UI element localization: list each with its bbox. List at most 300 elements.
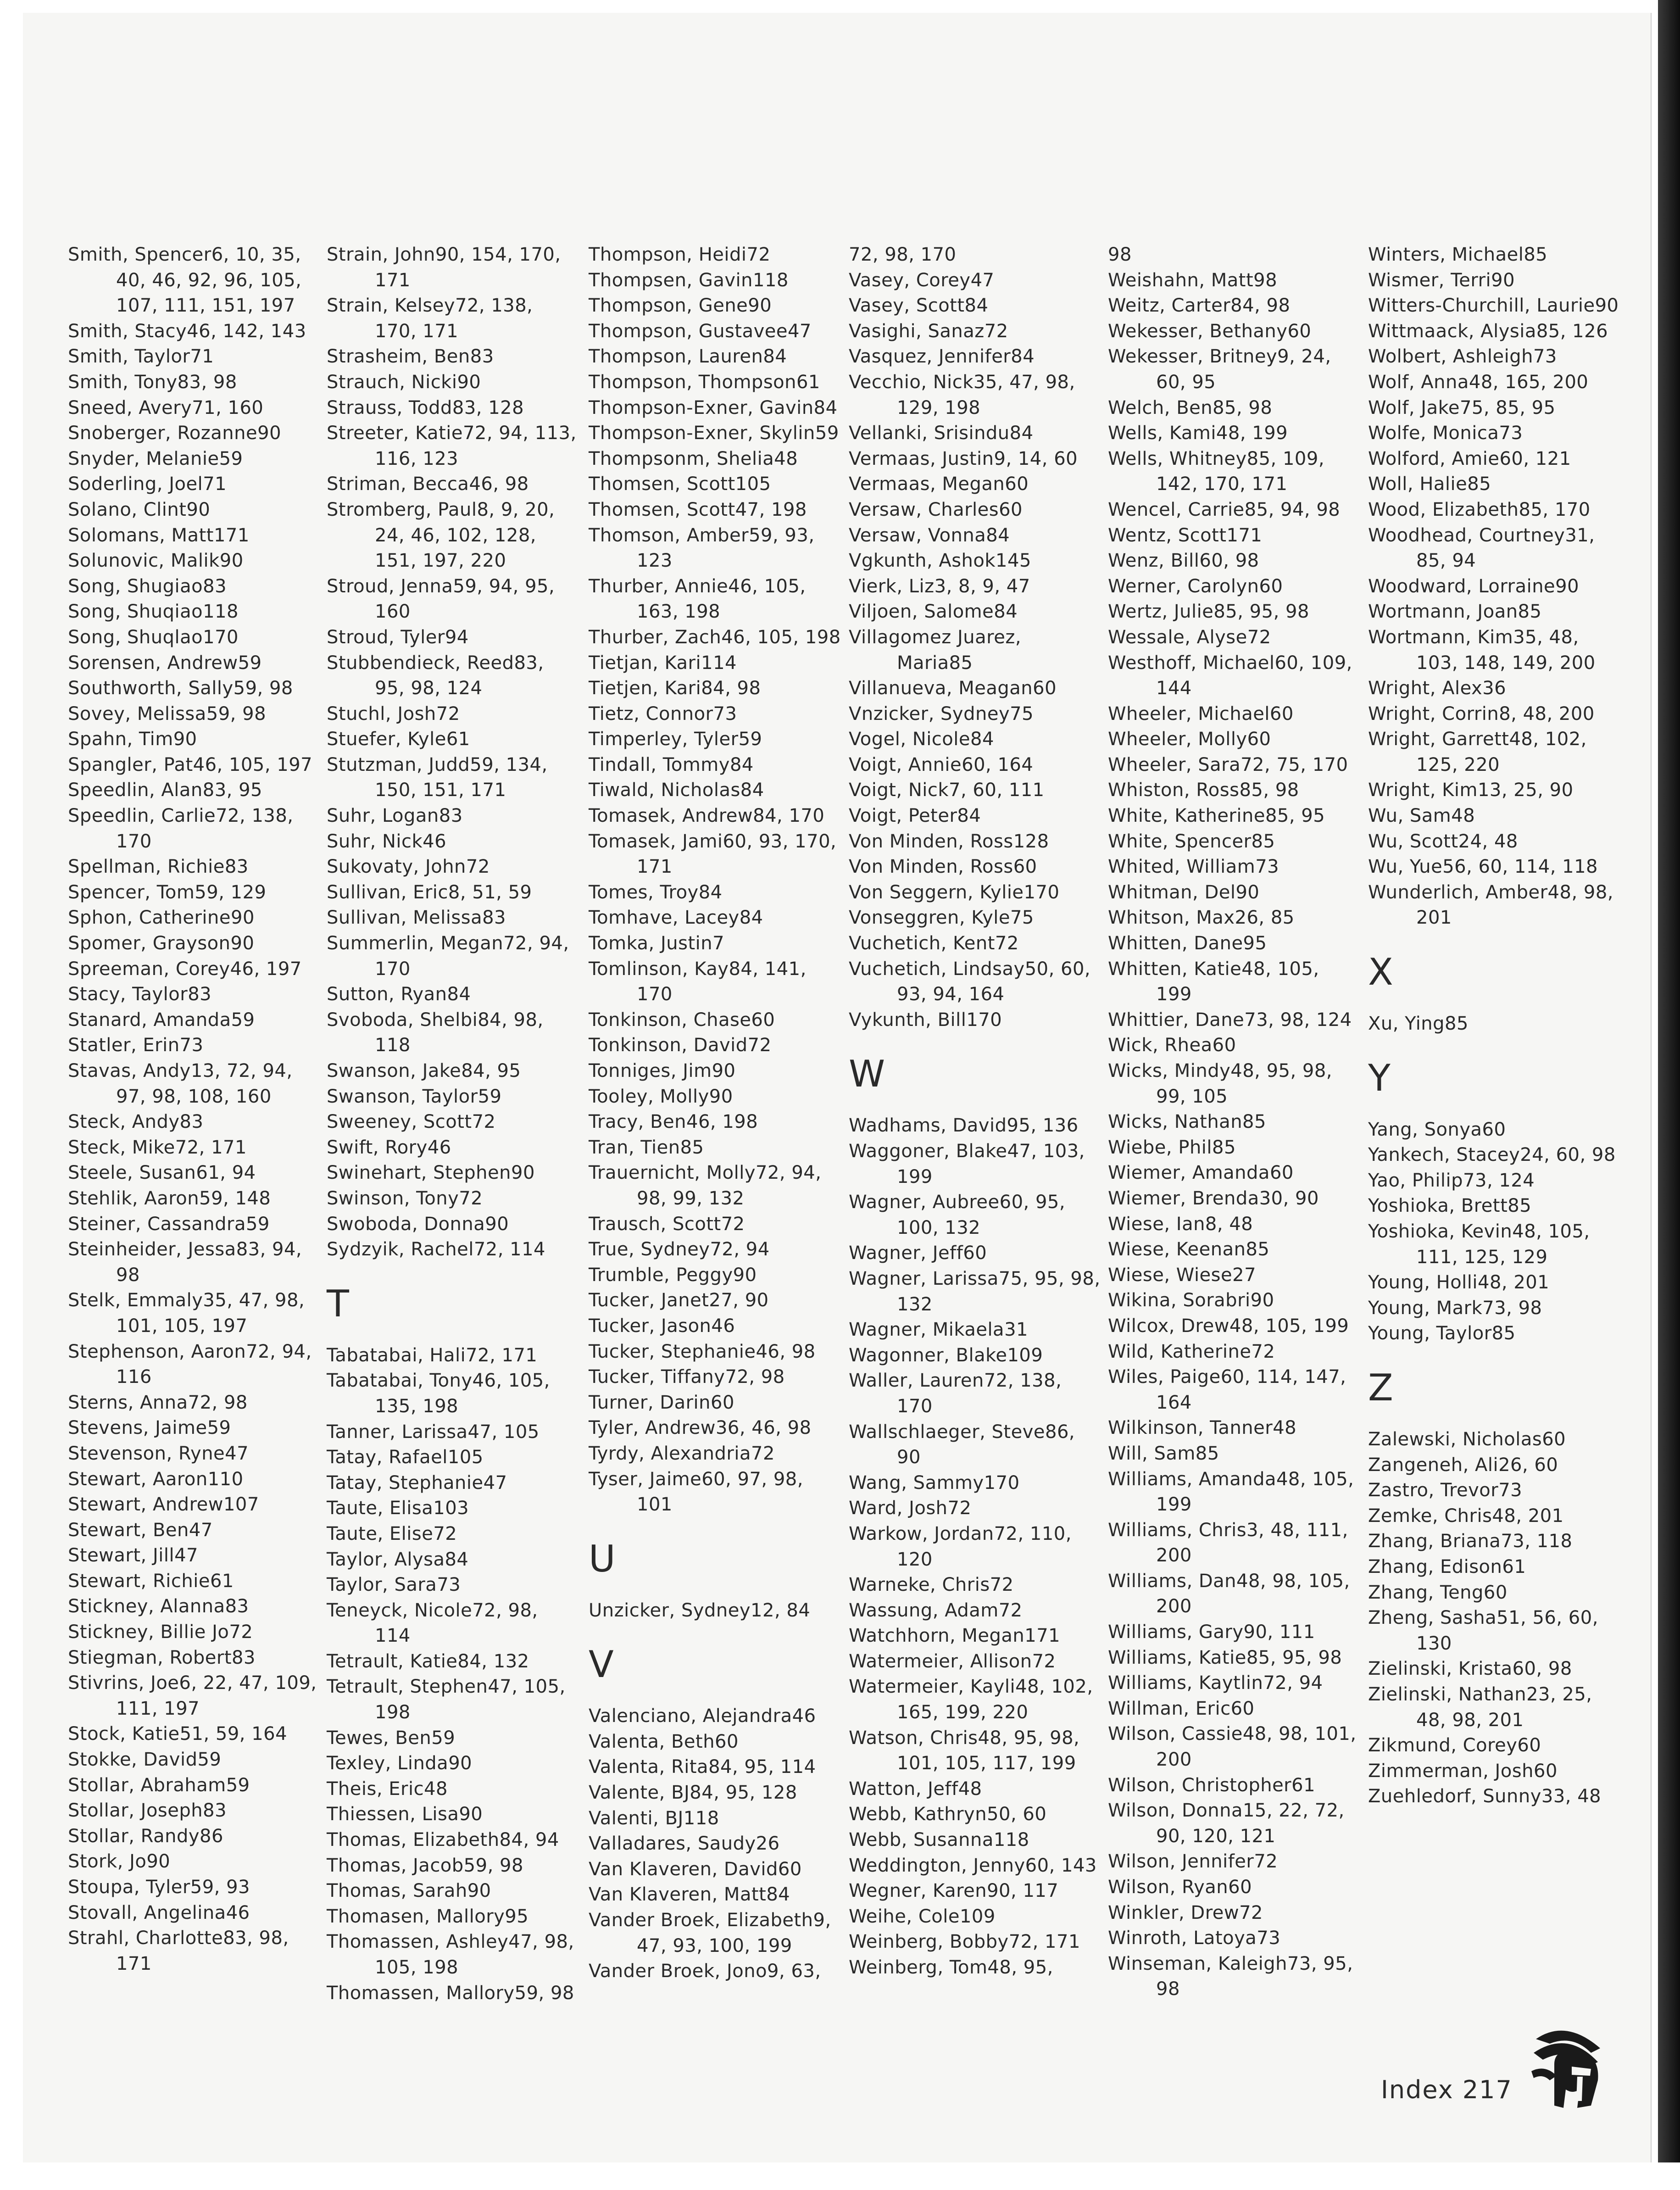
index-entry: Versaw, Vonna84	[849, 524, 1010, 546]
index-entry: Steck, Mike72, 171	[68, 1137, 247, 1158]
index-entry: Summerlin, Megan72, 94, 170	[327, 933, 569, 980]
index-entry: Zuehledorf, Sunny33, 48	[1368, 1786, 1602, 1807]
index-entry: Wikina, Sorabri90	[1108, 1290, 1274, 1311]
index-entry: Williams, Chris3, 48, 111, 200	[1108, 1519, 1348, 1566]
index-entry: Werner, Carolyn60	[1108, 575, 1283, 597]
index-entry: Westhoff, Michael60, 109, 144	[1108, 652, 1352, 699]
index-entry: Thompson, Gustavee47	[589, 320, 812, 342]
index-entry: Tomasek, Jami60, 93, 170, 171	[589, 830, 837, 878]
index-entry: Statler, Erin73	[68, 1035, 204, 1056]
index-page	[23, 13, 1652, 2169]
index-entry: Snyder, Melanie59	[68, 448, 243, 469]
index-entry: Vander Broek, Jono9, 63,	[589, 1961, 821, 1982]
index-entry: Wiemer, Amanda60	[1108, 1162, 1294, 1184]
index-entry: Weitz, Carter84, 98	[1108, 295, 1291, 317]
index-entry: Thompson, Gene90	[589, 295, 772, 317]
index-entry: Voigt, Peter84	[849, 805, 981, 827]
index-entry: Spreeman, Corey46, 197	[68, 958, 302, 980]
index-entry: Wells, Whitney85, 109, 142, 170, 171	[1108, 448, 1325, 495]
entry-list	[1368, 1011, 1620, 1037]
index-entry: True, Sydney72, 94	[589, 1239, 770, 1260]
index-entry: Sovey, Melissa59, 98	[68, 703, 267, 724]
index-entry: Zalewski, Nicholas60	[1368, 1428, 1566, 1450]
index-entry: Smith, Stacy46, 142, 143	[68, 320, 306, 342]
index-entry: Spencer, Tom59, 129	[68, 881, 267, 903]
index-entry: Wagner, Jeff60	[849, 1243, 987, 1264]
index-entry: Versaw, Charles60	[849, 499, 1023, 520]
entry-list	[327, 242, 579, 1263]
index-entry: Stuchl, Josh72	[327, 703, 460, 724]
index-entry: Wu, Scott24, 48	[1368, 830, 1518, 852]
index-entry: Stollar, Randy86	[68, 1825, 223, 1847]
index-entry: Vuchetich, Lindsay50, 60, 93, 94, 164	[849, 958, 1091, 1005]
index-entry: Villanueva, Meagan60	[849, 678, 1057, 699]
index-entry: Stevenson, Ryne47	[68, 1443, 249, 1464]
index-entry: Stock, Katie51, 59, 164	[68, 1723, 288, 1745]
index-entry: Willman, Eric60	[1108, 1698, 1255, 1719]
index-entry: 98	[1108, 244, 1132, 265]
index-entry: Strain, Kelsey72, 138, 170, 171	[327, 295, 533, 342]
index-entry: Stollar, Abraham59	[68, 1774, 250, 1796]
index-entry: Timperley, Tyler59	[589, 729, 762, 750]
index-entry: Webb, Susanna118	[849, 1829, 1029, 1851]
index-entry: Stutzman, Judd59, 134, 150, 151, 171	[327, 754, 548, 801]
index-entry: Zheng, Sasha51, 56, 60, 130	[1368, 1607, 1598, 1654]
index-entry: Strahl, Charlotte83, 98, 171	[68, 1928, 289, 1974]
index-entry: Theis, Eric48	[327, 1778, 448, 1800]
index-entry: Wheeler, Molly60	[1108, 729, 1271, 750]
index-entry: Tucker, Stephanie46, 98	[589, 1341, 816, 1362]
index-entry: Stiegman, Robert83	[68, 1647, 256, 1668]
index-entry: Vellanki, Srisindu84	[849, 423, 1034, 444]
index-entry: Wick, Rhea60	[1108, 1035, 1236, 1056]
index-entry: Tran, Tien85	[589, 1137, 704, 1158]
index-entry: Swanson, Jake84, 95	[327, 1060, 521, 1081]
index-entry: Winseman, Kaleigh73, 95, 98	[1108, 1953, 1353, 2000]
index-entry: Stewart, Jill47	[68, 1545, 199, 1566]
index-entry: Texley, Linda90	[327, 1753, 473, 1774]
index-entry: Warkow, Jordan72, 110, 120	[849, 1523, 1072, 1570]
index-entry: Von Seggern, Kylie170	[849, 881, 1060, 903]
index-entry: Thiessen, Lisa90	[327, 1804, 483, 1825]
index-entry: Vogel, Nicole84	[849, 729, 994, 750]
index-entry: Wild, Katherine72	[1108, 1341, 1275, 1362]
index-entry: Song, Shuqiao118	[68, 601, 239, 623]
index-entry: Williams, Dan48, 98, 105, 200	[1108, 1570, 1350, 1617]
index-entry: Von Minden, Ross128	[849, 830, 1049, 852]
index-entry: Thompsen, Gavin118	[589, 269, 789, 291]
index-entry: Tewes, Ben59	[327, 1727, 456, 1749]
index-entry: Watson, Chris48, 95, 98, 101, 105, 117, 199	[849, 1727, 1080, 1774]
index-entry: Van Klaveren, David60	[589, 1858, 802, 1880]
index-entry: Swinson, Tony72	[327, 1187, 483, 1209]
section-letter-x: X	[1368, 951, 1393, 994]
index-entry: Wenz, Bill60, 98	[1108, 550, 1259, 572]
index-entry: Soderling, Joel71	[68, 474, 227, 495]
index-entry: Vierk, Liz3, 8, 9, 47	[849, 575, 1030, 597]
index-entry: Wu, Yue56, 60, 114, 118	[1368, 856, 1598, 878]
index-entry: Suhr, Logan83	[327, 805, 463, 827]
index-entry: Sphon, Catherine90	[68, 907, 255, 929]
index-entry: Wright, Garrett48, 102, 125, 220	[1368, 729, 1587, 775]
index-entry: Van Klaveren, Matt84	[589, 1884, 790, 1906]
index-entry: Tucker, Janet27, 90	[589, 1290, 769, 1311]
index-entry: Thomas, Jacob59, 98	[327, 1855, 523, 1876]
index-entry: Wang, Sammy170	[849, 1472, 1020, 1493]
index-entry: Weinberg, Bobby72, 171	[849, 1931, 1080, 1953]
index-entry: Yoshioka, Kevin48, 105, 111, 125, 129	[1368, 1221, 1590, 1268]
index-entry: Whited, William73	[1108, 856, 1279, 878]
index-entry: Tucker, Jason46	[589, 1315, 735, 1337]
index-entry: Williams, Amanda48, 105, 199	[1108, 1468, 1354, 1516]
index-entry: Woodhead, Courtney31, 85, 94	[1368, 524, 1595, 572]
index-entry: Wismer, Terri90	[1368, 269, 1515, 291]
index-entry: Striman, Becca46, 98	[327, 474, 529, 495]
index-entry: Thomasen, Mallory95	[327, 1906, 529, 1927]
index-entry: Tomlinson, Kay84, 141, 170	[589, 958, 807, 1005]
index-entry: Wheeler, Sara72, 75, 170	[1108, 754, 1348, 775]
entry-list	[1368, 242, 1620, 931]
index-entry: Zhang, Briana73, 118	[1368, 1531, 1573, 1552]
index-entry: Tooley, Molly90	[589, 1086, 733, 1107]
index-entry: Steiner, Cassandra59	[68, 1213, 270, 1235]
index-entry: Watermeier, Allison72	[849, 1650, 1056, 1672]
index-entry: Tietz, Connor73	[589, 703, 737, 724]
index-entry: Zhang, Edison61	[1368, 1556, 1526, 1577]
index-entry: Wekesser, Bethany60	[1108, 320, 1312, 342]
index-entry: Stickney, Alanna83	[68, 1596, 249, 1617]
index-entry: Waller, Lauren72, 138, 170	[849, 1370, 1062, 1417]
index-entry: Vasighi, Sanaz72	[849, 320, 1008, 342]
index-entry: Wright, Corrin8, 48, 200	[1368, 703, 1595, 724]
index-entry: Williams, Katie85, 95, 98	[1108, 1647, 1342, 1668]
index-entry: Tatay, Stephanie47	[327, 1472, 507, 1493]
index-entry: Vermaas, Megan60	[849, 474, 1029, 495]
index-entry: Wiese, Wiese27	[1108, 1264, 1257, 1286]
index-entry: Wiemer, Brenda30, 90	[1108, 1187, 1319, 1209]
book-spine-edge	[1658, 0, 1680, 2190]
index-entry: Voigt, Annie60, 164	[849, 754, 1034, 775]
index-entry: Strasheim, Ben83	[327, 346, 494, 368]
index-entry: Tracy, Ben46, 198	[589, 1111, 758, 1133]
index-entry: Stelk, Emmaly35, 47, 98, 101, 105, 197	[68, 1290, 305, 1337]
index-entry: Wiebe, Phil85	[1108, 1137, 1236, 1158]
index-entry: Wells, Kami48, 199	[1108, 423, 1288, 444]
index-entry: Wheeler, Michael60	[1108, 703, 1294, 724]
index-entry: Tomes, Troy84	[589, 881, 723, 903]
index-entry: Steck, Andy83	[68, 1111, 204, 1133]
index-entry: Weihe, Cole109	[849, 1906, 996, 1927]
index-entry: Wassung, Adam72	[849, 1599, 1023, 1621]
index-entry: Thompson, Heidi72	[589, 244, 771, 265]
index-entry: Wolbert, Ashleigh73	[1368, 346, 1557, 368]
index-entry: Wilson, Donna15, 22, 72, 90, 120, 121	[1108, 1800, 1345, 1847]
index-entry: Wilson, Christopher61	[1108, 1774, 1316, 1796]
index-column-4	[849, 242, 1101, 1981]
index-entry: Winroth, Latoya73	[1108, 1928, 1281, 1949]
index-entry: Vasquez, Jennifer84	[849, 346, 1035, 368]
index-entry: Tyrdy, Alexandria72	[589, 1443, 775, 1464]
index-entry: Swinehart, Stephen90	[327, 1162, 535, 1184]
index-entry: Von Minden, Ross60	[849, 856, 1037, 878]
index-entry: Stubbendieck, Reed83, 95, 98, 124	[327, 652, 544, 699]
index-entry: Thomsen, Scott105	[589, 474, 771, 495]
entry-list	[327, 1343, 579, 2006]
index-entry: Song, Shugiao83	[68, 575, 227, 597]
index-entry: Song, Shuqlao170	[68, 626, 239, 648]
index-entry: Streeter, Katie72, 94, 113, 116, 123	[327, 423, 577, 469]
index-entry: Watchhorn, Megan171	[849, 1625, 1061, 1647]
index-entry: Stovall, Angelina46	[68, 1902, 250, 1923]
index-entry: Tomasek, Andrew84, 170	[589, 805, 825, 827]
index-entry: Zastro, Trevor73	[1368, 1480, 1523, 1501]
index-entry: Young, Mark73, 98	[1368, 1297, 1542, 1319]
index-entry: Stromberg, Paul8, 9, 20, 24, 46, 102, 128, 151, 197, 220	[327, 499, 555, 572]
section-letter-v: V	[589, 1643, 614, 1686]
index-entry: Watermeier, Kayli48, 102, 165, 199, 220	[849, 1676, 1093, 1723]
index-entry: Valladares, Saudy26	[589, 1833, 780, 1855]
index-entry: Viljoen, Salome84	[849, 601, 1018, 623]
section-letter-w: W	[849, 1053, 885, 1096]
index-entry: Valenta, Rita84, 95, 114	[589, 1756, 816, 1778]
index-entry: Wencel, Carrie85, 94, 98	[1108, 499, 1341, 520]
index-entry: Thomassen, Ashley47, 98, 105, 198	[327, 1931, 574, 1978]
index-entry: Yoshioka, Brett85	[1368, 1195, 1532, 1217]
section-letter-z: Z	[1368, 1366, 1393, 1409]
index-entry: Sydzyik, Rachel72, 114	[327, 1239, 545, 1260]
index-entry: Vecchio, Nick35, 47, 98, 129, 198	[849, 371, 1075, 418]
index-entry: Wertz, Julie85, 95, 98	[1108, 601, 1309, 623]
index-entry: Weishahn, Matt98	[1108, 269, 1278, 291]
index-entry: Vgkunth, Ashok145	[849, 550, 1031, 572]
index-entry: Solunovic, Malik90	[68, 550, 244, 572]
index-entry: Young, Taylor85	[1368, 1323, 1516, 1344]
index-entry: Tyler, Andrew36, 46, 98	[589, 1417, 812, 1439]
index-entry: Spahn, Tim90	[68, 729, 197, 750]
index-entry: Vonseggren, Kyle75	[849, 907, 1034, 929]
index-entry: Weddington, Jenny60, 143	[849, 1855, 1097, 1876]
index-entry: Southworth, Sally59, 98	[68, 678, 293, 699]
index-entry: Wright, Alex36	[1368, 678, 1507, 699]
index-entry: Xu, Ying85	[1368, 1013, 1469, 1035]
index-entry: Wiese, Keenan85	[1108, 1239, 1270, 1260]
index-entry: Tindall, Tommy84	[589, 754, 754, 775]
index-entry: Stickney, Billie Jo72	[68, 1622, 253, 1643]
index-entry: Williams, Gary90, 111	[1108, 1622, 1315, 1643]
entry-list	[589, 242, 841, 1518]
index-entry: Sweeney, Scott72	[327, 1111, 496, 1133]
index-entry: Wolf, Anna48, 165, 200	[1368, 371, 1589, 393]
entry-list	[1368, 1427, 1620, 1810]
index-entry: Strauch, Nicki90	[327, 371, 481, 393]
index-entry: Valente, BJ84, 95, 128	[589, 1782, 797, 1804]
index-entry: Stehlik, Aaron59, 148	[68, 1187, 271, 1209]
entry-list	[1368, 1117, 1620, 1347]
index-column-6	[1368, 242, 1620, 1810]
index-entry: Steele, Susan61, 94	[68, 1162, 256, 1184]
index-entry: Sukovaty, John72	[327, 856, 490, 878]
index-entry: Svoboda, Shelbi84, 98, 118	[327, 1009, 544, 1056]
index-entry: Turner, Darin60	[589, 1392, 734, 1413]
index-entry: Tiwald, Nicholas84	[589, 780, 764, 801]
index-entry: Stewart, Aaron110	[68, 1468, 244, 1490]
index-entry: Stanard, Amanda59	[68, 1009, 255, 1031]
section-letter-y: Y	[1368, 1056, 1391, 1099]
index-entry: Thompson, Thompson61	[589, 371, 820, 393]
index-entry: Wadhams, David95, 136	[849, 1115, 1079, 1137]
index-entry: Wortmann, Kim35, 48, 103, 148, 149, 200	[1368, 626, 1596, 674]
index-entry: Tetrault, Katie84, 132	[327, 1650, 529, 1672]
index-entry: Wicks, Nathan85	[1108, 1111, 1266, 1133]
index-entry: Speedlin, Carlie72, 138, 170	[68, 805, 294, 852]
index-entry: Stokke, David59	[68, 1749, 222, 1771]
entry-list	[849, 1113, 1101, 1980]
index-entry: Wilcox, Drew48, 105, 199	[1108, 1315, 1349, 1337]
index-entry: Trauernicht, Molly72, 94, 98, 99, 132	[589, 1162, 822, 1209]
index-entry: Sorensen, Andrew59	[68, 652, 262, 674]
index-entry: Wilson, Cassie48, 98, 101, 200	[1108, 1723, 1357, 1771]
index-entry: Stavas, Andy13, 72, 94, 97, 98, 108, 160	[68, 1060, 293, 1107]
index-entry: Taylor, Sara73	[327, 1574, 461, 1596]
index-entry: Swanson, Taylor59	[327, 1086, 502, 1107]
index-entry: Taute, Elisa103	[327, 1498, 469, 1519]
index-entry: Williams, Kaytlin72, 94	[1108, 1672, 1323, 1694]
spartan-helmet-icon	[1522, 2021, 1614, 2112]
index-entry: Zielinski, Nathan23, 25, 48, 98, 201	[1368, 1683, 1592, 1731]
page-bottom-margin	[0, 2162, 1680, 2190]
section-letter-t: T	[327, 1282, 349, 1325]
index-entry: Whitten, Katie48, 105, 199	[1108, 958, 1319, 1005]
index-entry: Thomsen, Scott47, 198	[589, 499, 807, 520]
index-entry: Thomas, Elizabeth84, 94	[327, 1829, 559, 1851]
index-entry: Sullivan, Melissa83	[327, 907, 506, 929]
index-entry: Wolfe, Monica73	[1368, 423, 1523, 444]
index-entry: Stephenson, Aaron72, 94, 116	[68, 1341, 312, 1388]
index-entry: Stewart, Richie61	[68, 1570, 234, 1592]
index-entry: Spangler, Pat46, 105, 197	[68, 754, 313, 775]
index-entry: Wiles, Paige60, 114, 147, 164	[1108, 1366, 1346, 1413]
index-entry: Whitman, Del90	[1108, 881, 1260, 903]
index-entry: Tietjan, Kari114	[589, 652, 737, 674]
index-entry: Waggoner, Blake47, 103, 199	[849, 1141, 1085, 1187]
index-entry: Wolford, Amie60, 121	[1368, 448, 1571, 469]
index-entry: Vnzicker, Sydney75	[849, 703, 1034, 724]
index-entry: Warneke, Chris72	[849, 1574, 1014, 1596]
index-entry: Young, Holli48, 201	[1368, 1272, 1550, 1293]
index-entry: Stuefer, Kyle61	[327, 729, 470, 750]
index-entry: Stroud, Tyler94	[327, 626, 469, 648]
index-entry: Woodward, Lorraine90	[1368, 575, 1580, 597]
index-entry: Wilson, Ryan60	[1108, 1877, 1252, 1898]
index-entry: Wolf, Jake75, 85, 95	[1368, 397, 1556, 418]
index-entry: Voigt, Nick7, 60, 111	[849, 780, 1045, 801]
index-entry: Spomer, Grayson90	[68, 933, 255, 954]
index-entry: Tanner, Larissa47, 105	[327, 1421, 540, 1443]
index-entry: Wagner, Mikaela31	[849, 1319, 1028, 1341]
index-entry: Strain, John90, 154, 170, 171	[327, 244, 561, 291]
index-entry: Wagner, Aubree60, 95, 100, 132	[849, 1192, 1066, 1238]
index-entry: Stacy, Taylor83	[68, 984, 212, 1005]
index-entry: Whittier, Dane73, 98, 124	[1108, 1009, 1352, 1031]
index-entry: Will, Sam85	[1108, 1443, 1219, 1464]
index-entry: Villagomez Juarez, Maria85	[849, 626, 1022, 674]
index-entry: Suhr, Nick46	[327, 830, 447, 852]
index-entry: Taylor, Alysa84	[327, 1549, 469, 1570]
index-entry: Vasey, Scott84	[849, 295, 989, 317]
index-entry: Webb, Kathryn50, 60	[849, 1804, 1047, 1825]
index-entry: Tabatabai, Tony46, 105, 135, 198	[327, 1370, 550, 1417]
index-entry: Whitson, Max26, 85	[1108, 907, 1295, 929]
index-entry: Weinberg, Tom48, 95,	[849, 1957, 1053, 1978]
index-entry: Yang, Sonya60	[1368, 1119, 1506, 1140]
index-entry: Smith, Taylor71	[68, 346, 214, 368]
index-entry: Sneed, Avery71, 160	[68, 397, 264, 418]
index-entry: Stewart, Ben47	[68, 1519, 213, 1541]
index-entry: Ward, Josh72	[849, 1498, 972, 1519]
index-entry: Zikmund, Corey60	[1368, 1735, 1541, 1756]
index-entry: Yankech, Stacey24, 60, 98	[1368, 1144, 1616, 1166]
index-entry: Trausch, Scott72	[589, 1213, 745, 1235]
index-entry: Stivrins, Joe6, 22, 47, 109, 111, 197	[68, 1672, 317, 1719]
index-entry: Vermaas, Justin9, 14, 60	[849, 448, 1078, 469]
index-entry: Thompson-Exner, Skylin59	[589, 423, 839, 444]
index-entry: Strauss, Todd83, 128	[327, 397, 524, 418]
index-entry: Watton, Jeff48	[849, 1778, 982, 1800]
index-entry: Wood, Elizabeth85, 170	[1368, 499, 1591, 520]
index-entry: Stoupa, Tyler59, 93	[68, 1877, 250, 1898]
index-entry: Zhang, Teng60	[1368, 1582, 1508, 1603]
index-entry: Solomans, Matt171	[68, 524, 250, 546]
section-letter-u: U	[589, 1537, 616, 1580]
index-entry: Wagner, Larissa75, 95, 98, 132	[849, 1268, 1101, 1315]
index-entry: Wegner, Karen90, 117	[849, 1880, 1059, 1902]
index-entry: White, Katherine85, 95	[1108, 805, 1325, 827]
index-entry: Stork, Jo90	[68, 1851, 171, 1872]
index-entry: Tyser, Jaime60, 97, 98, 101	[589, 1468, 803, 1516]
index-entry: Tomka, Justin7	[589, 933, 725, 954]
index-entry: Sullivan, Eric8, 51, 59	[327, 881, 532, 903]
index-entry: Stroud, Jenna59, 94, 95, 160	[327, 575, 555, 623]
index-entry: Wekesser, Britney9, 24, 60, 95	[1108, 346, 1331, 393]
index-entry: Tabatabai, Hali72, 171	[327, 1344, 538, 1366]
index-column-1	[68, 242, 320, 1977]
index-entry: Wu, Sam48	[1368, 805, 1475, 827]
index-entry: Valenti, BJ118	[589, 1807, 719, 1829]
index-entry: Whiston, Ross85, 98	[1108, 780, 1299, 801]
index-entry: Zangeneh, Ali26, 60	[1368, 1454, 1558, 1476]
index-entry: Thomassen, Mallory59, 98	[327, 1982, 574, 2004]
index-entry: Zimmerman, Josh60	[1368, 1760, 1558, 1782]
index-entry: Valenciano, Alejandra46	[589, 1705, 816, 1727]
index-entry: Zielinski, Krista60, 98	[1368, 1658, 1572, 1680]
index-entry: Wallschlaeger, Steve86, 90	[849, 1421, 1075, 1468]
entry-list	[849, 242, 1101, 1033]
index-column-5	[1108, 242, 1360, 2002]
index-entry: White, Spencer85	[1108, 830, 1275, 852]
index-entry: Tietjen, Kari84, 98	[589, 678, 761, 699]
index-entry: Snoberger, Rozanne90	[68, 423, 282, 444]
index-entry: Tonkinson, David72	[589, 1035, 772, 1056]
index-entry: Vuchetich, Kent72	[849, 933, 1019, 954]
index-entry: Whitten, Dane95	[1108, 933, 1267, 954]
index-entry: Trumble, Peggy90	[589, 1264, 757, 1286]
index-entry: Sutton, Ryan84	[327, 984, 471, 1005]
index-entry: Winkler, Drew72	[1108, 1902, 1263, 1923]
index-entry: Thurber, Zach46, 105, 198	[589, 626, 841, 648]
index-entry: Smith, Tony83, 98	[68, 371, 237, 393]
index-entry: Vasey, Corey47	[849, 269, 995, 291]
index-entry: Speedlin, Alan83, 95	[68, 780, 262, 801]
